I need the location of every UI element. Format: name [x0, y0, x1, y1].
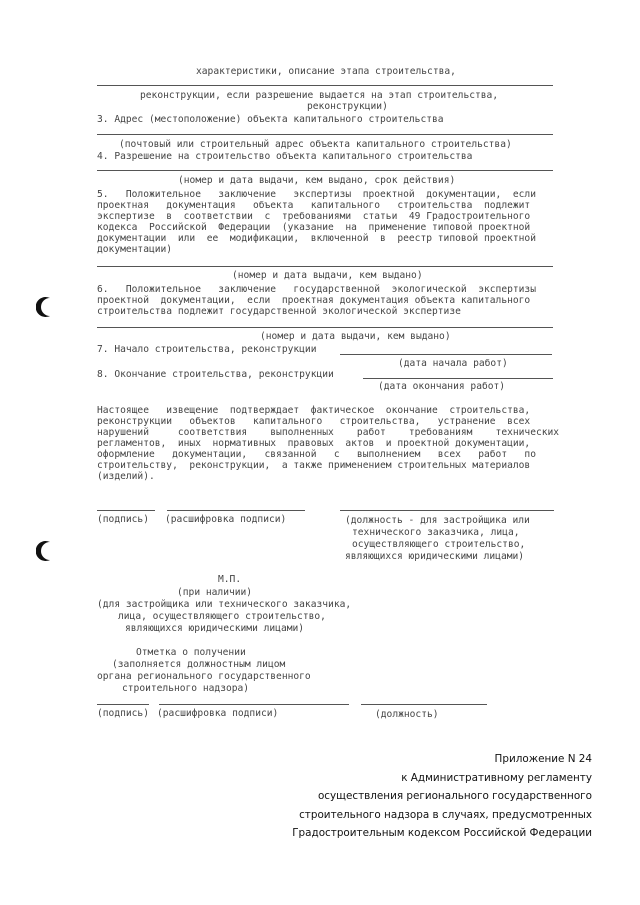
appendix-number: Приложение N 24	[494, 753, 592, 765]
section-6-text: проектной документации, если проектная документация объекта капитального	[97, 295, 531, 306]
fill-line	[97, 170, 553, 171]
position-caption: (должность)	[375, 709, 439, 720]
position-caption: осуществляющего строительство,	[352, 539, 526, 550]
signature-decoding-caption: (расшифровка подписи)	[165, 514, 287, 525]
signature-decoding-caption: (расшифровка подписи)	[157, 708, 279, 719]
appendix-line: строительного надзора в случаях, предусмотренных	[299, 808, 592, 821]
section-5-text: документации)	[97, 244, 173, 255]
eco-expertise-caption: (номер и дата выдачи, кем выдано)	[260, 331, 451, 342]
fill-line	[97, 85, 553, 86]
section-5-text: экспертизе в соответствии с требованиями статьи 49 Градостроительного	[97, 211, 531, 222]
appendix-line: Градостроительным кодексом Российской Федерации	[292, 827, 592, 839]
confirmation-paragraph: строительству, реконструкции, а также применением строительных материалов	[97, 460, 531, 471]
section-4-heading: 4. Разрешение на строительство объекта капитального строительства	[97, 151, 473, 162]
section-6-text: строительства подлежит государственной экологической экспертизе	[97, 306, 461, 317]
signature-line	[167, 510, 305, 511]
appendix-line: к Административному регламенту	[401, 771, 592, 784]
section-7-heading: 7. Начало строительства, реконструкции	[97, 344, 317, 355]
section-5-text: 5. Положительное заключение экспертизы проектной документации, если	[97, 189, 536, 200]
seal-caption: (для застройщика или технического заказчика,	[97, 599, 352, 610]
punch-hole-mark	[36, 296, 58, 318]
signature-line	[361, 704, 487, 705]
start-date-caption: (дата начала работ)	[398, 358, 508, 369]
line-stage-description: реконструкции, если разрешение выдается на этап строительства,	[140, 90, 499, 101]
confirmation-paragraph: реконструкции объектов капитального строительства, устранение всех	[97, 416, 531, 427]
fill-line	[97, 266, 553, 267]
appendix-heading	[292, 750, 592, 843]
signature-line	[340, 510, 554, 511]
seal-caption: (при наличии)	[177, 587, 253, 598]
seal-caption: лица, осуществляющего строительство,	[118, 611, 326, 622]
position-caption: технического заказчика, лица,	[352, 527, 520, 538]
section-3-heading: 3. Адрес (местоположение) объекта капитального строительства	[97, 114, 444, 125]
section-5-text: документации или ее модификации, включенной в реестр типовой проектной	[97, 233, 536, 244]
receipt-mark-caption: органа регионального государственного	[97, 671, 311, 682]
confirmation-paragraph: (изделий).	[97, 471, 155, 482]
confirmation-paragraph: нарушений соответствия выполненных работ требованиям технических	[97, 427, 560, 438]
position-caption: являющихся юридическими лицами)	[345, 551, 525, 562]
receipt-mark-title: Отметка о получении	[136, 647, 246, 658]
line-stage-description: характеристики, описание этапа строительства,	[196, 66, 456, 77]
seal-caption: являющихся юридическими лицами)	[125, 623, 305, 634]
seal-label: М.П.	[218, 574, 242, 585]
end-date-caption: (дата окончания работ)	[378, 381, 506, 392]
signature-caption: (подпись)	[97, 708, 149, 719]
expertise-caption: (номер и дата выдачи, кем выдано)	[232, 270, 423, 281]
position-caption: (должность - для застройщика или	[345, 515, 530, 526]
fill-line	[97, 134, 553, 135]
section-5-text: кодекса Российской Федерации (указание на применение типовой проектной	[97, 222, 531, 233]
fill-line	[97, 327, 553, 328]
appendix-line: осуществления регионального государственного	[317, 790, 592, 802]
receipt-mark-caption: строительного надзора)	[122, 683, 250, 694]
fill-line	[363, 378, 553, 379]
signature-line	[97, 510, 155, 511]
signature-line	[159, 704, 349, 705]
section-5-text: проектная документация объекта капитального строительства подлежит	[97, 200, 531, 211]
confirmation-paragraph: оформление документации, связанной с выполнением всех работ по	[97, 449, 536, 460]
signature-caption: (подпись)	[97, 514, 149, 525]
address-caption: (почтовый или строительный адрес объекта капитального строительства)	[119, 139, 512, 150]
receipt-mark-caption: (заполняется должностным лицом	[112, 659, 286, 670]
section-6-text: 6. Положительное заключение государственной экологической экспертизы	[97, 284, 536, 295]
line-stage-description: реконструкции)	[307, 101, 388, 112]
permit-caption: (номер и дата выдачи, кем выдано, срок действия)	[178, 175, 456, 186]
section-8-heading: 8. Окончание строительства, реконструкции	[97, 369, 334, 380]
confirmation-paragraph: Настоящее извещение подтверждает фактическое окончание строительства,	[97, 405, 531, 416]
confirmation-paragraph: регламентов, иных нормативных правовых актов и проектной документации,	[97, 438, 531, 449]
punch-hole-mark	[36, 540, 58, 562]
signature-line	[97, 704, 149, 705]
fill-line	[340, 354, 552, 355]
